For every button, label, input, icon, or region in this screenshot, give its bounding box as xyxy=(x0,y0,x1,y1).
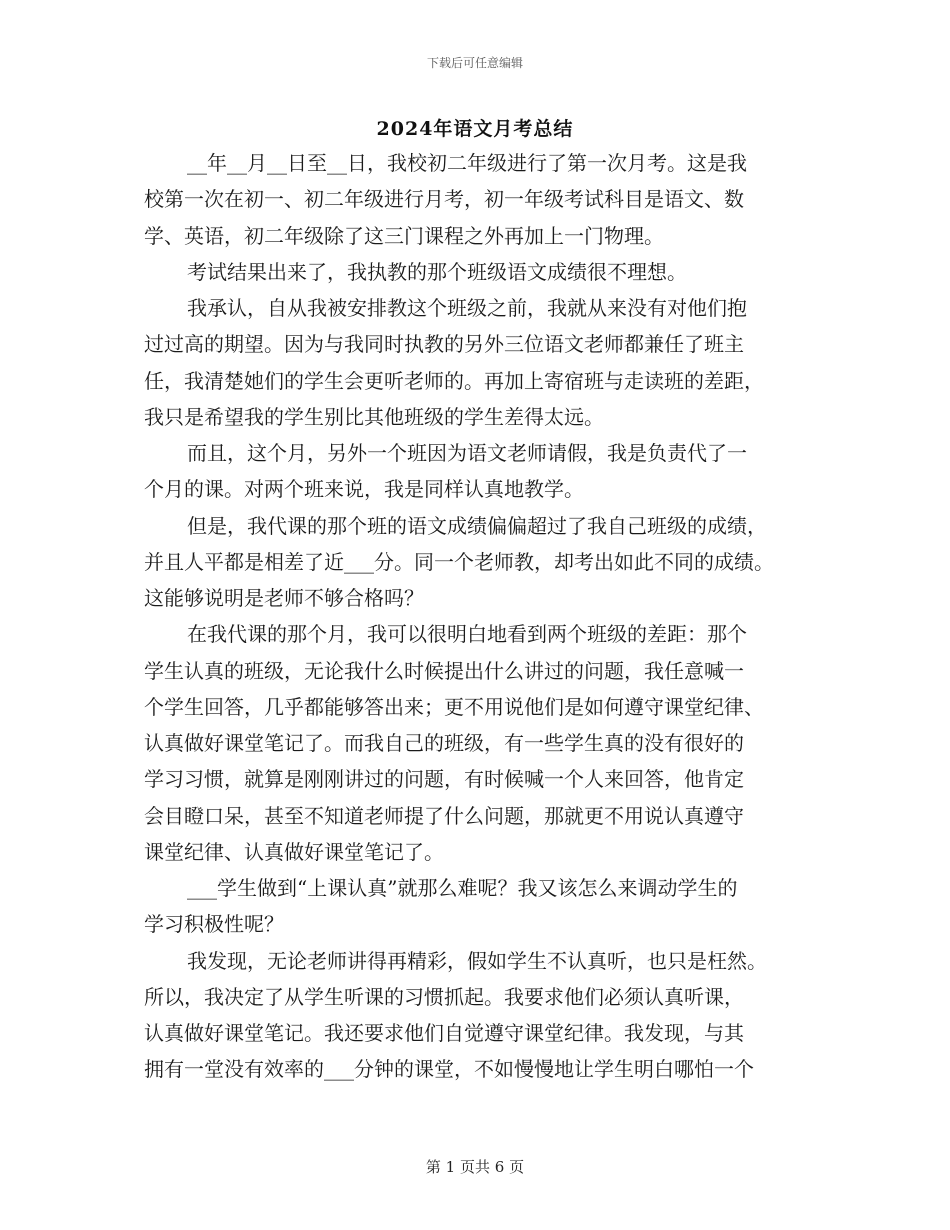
document-title: 2024年语文月考总结 xyxy=(376,118,574,140)
body-line: 过过高的期望。因为与我同时执教的另外三位语文老师都兼任了班主 xyxy=(144,332,744,357)
body-line: 认真做好课堂笔记了。而我自己的班级，有一些学生真的没有很好的 xyxy=(144,731,744,755)
body-line: 学、英语，初二年级除了这三门课程之外再加上一门物理。 xyxy=(144,223,664,248)
body-line: 所以，我决定了从学生听课的习惯抓起。我要求他们必须认真听课， xyxy=(144,984,744,1009)
body-line: 拥有一堂没有效率的___分钟的课堂，不如慢慢地让学生明白哪怕一个 xyxy=(144,1057,754,1082)
body-line: 个学生回答，几乎都能够答出来；更不用说他们是如何遵守课堂纪律、 xyxy=(144,694,764,719)
body-line: 学习积极性呢？ xyxy=(144,912,284,937)
body-line: 课堂纪律、认真做好课堂笔记了。 xyxy=(144,839,444,864)
document-body xyxy=(144,145,819,1088)
body-line: 而且，这个月，另外一个班因为语文老师请假，我是负责代了一 xyxy=(187,441,747,465)
body-line: 我发现，无论老师讲得再精彩，假如学生不认真听，也只是枉然。 xyxy=(187,948,767,973)
body-line: 学习习惯，就算是刚刚讲过的问题，有时候喊一个人来回答，他肯定 xyxy=(144,767,744,792)
body-line: 校第一次在初一、初二年级进行月考，初一年级考试科目是语文、数 xyxy=(144,187,744,212)
body-line: 认真做好课堂笔记。我还要求他们自觉遵守课堂纪律。我发现，与其 xyxy=(144,1021,744,1045)
body-line: 这能够说明是老师不够合格吗？ xyxy=(144,586,424,610)
body-line: __年__月__日至__日，我校初二年级进行了第一次月考。这是我 xyxy=(187,151,747,175)
body-line: 在我代课的那个月，我可以很明白地看到两个班级的差距：那个 xyxy=(187,622,747,647)
page-footer: 第 1 页共 6 页 xyxy=(425,1158,525,1176)
body-line: 任，我清楚她们的学生会更听老师的。再加上寄宿班与走读班的差距， xyxy=(144,368,764,393)
body-line: 学生认真的班级，无论我什么时候提出什么讲过的问题，我任意喊一 xyxy=(144,658,744,683)
body-line: 会目瞪口呆，甚至不知道老师提了什么问题，那就更不用说认真遵守 xyxy=(144,803,744,828)
body-line: 并且人平都是相差了近___分。同一个老师教，却考出如此不同的成绩。 xyxy=(144,549,774,574)
header-note: 下载后可任意编辑 xyxy=(426,56,523,70)
body-line: 考试结果出来了，我执教的那个班级语文成绩很不理想。 xyxy=(187,259,687,284)
body-line: 我承认，自从我被安排教这个班级之前，我就从来没有对他们抱 xyxy=(187,296,747,320)
body-line: 我只是希望我的学生别比其他班级的学生差得太远。 xyxy=(144,404,604,429)
body-line: ___学生做到“上课认真”就那么难呢？我又该怎么来调动学生的 xyxy=(187,876,738,900)
body-line: 但是，我代课的那个班的语文成绩偏偏超过了我自己班级的成绩， xyxy=(187,513,767,538)
body-line: 个月的课。对两个班来说，我是同样认真地教学。 xyxy=(144,477,584,502)
